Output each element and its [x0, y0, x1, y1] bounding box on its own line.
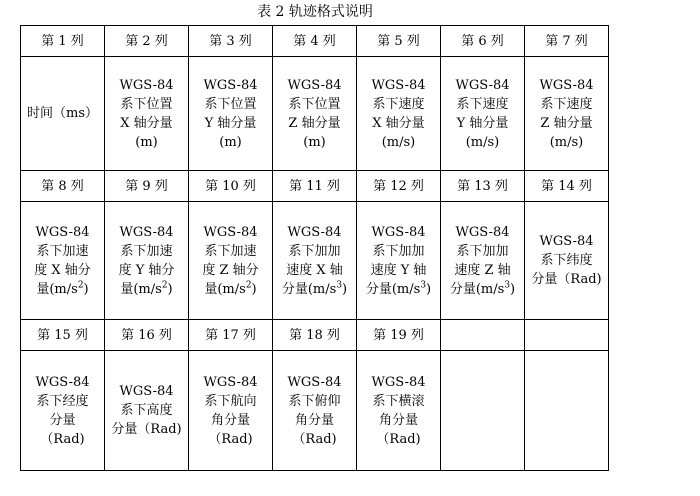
table-cell: WGS-84 系下加速 度 Y 轴分 量$(m/s^2)$ [105, 202, 189, 320]
table-cell: WGS-84 系下高度 分量（Rad) [105, 351, 189, 471]
column-header: 第 3 列 [189, 26, 273, 57]
column-header: 第 12 列 [357, 171, 441, 202]
empty-cell [525, 351, 609, 471]
column-header: 第 7 列 [525, 26, 609, 57]
column-header: 第 9 列 [105, 171, 189, 202]
table-cell: WGS-84 系下航向 角分量 （Rad) [189, 351, 273, 471]
column-header: 第 17 列 [189, 320, 273, 351]
table-cell: WGS-84 系下加速 度 Z 轴分 量$(m/s^2)$ [189, 202, 273, 320]
table-cell: WGS-84 系下加加 速度 X 轴 分量$(m/s^3)$ [273, 202, 357, 320]
table-row-header-3 [21, 320, 609, 351]
empty-cell [525, 320, 609, 351]
table-cell: WGS-84 系下加加 速度 Z 轴 分量$(m/s^3)$ [441, 202, 525, 320]
table-row-desc-3 [21, 351, 609, 471]
table-row-header-1 [21, 26, 609, 57]
table-cell: WGS-84 系下经度 分量 （Rad) [21, 351, 105, 471]
column-header: 第 14 列 [525, 171, 609, 202]
column-header: 第 8 列 [21, 171, 105, 202]
column-header: 第 18 列 [273, 320, 357, 351]
table-row-desc-1 [21, 57, 609, 171]
column-header: 第 4 列 [273, 26, 357, 57]
table-cell: WGS-84 系下加加 速度 Y 轴 分量$(m/s^3)$ [357, 202, 441, 320]
column-header: 第 11 列 [273, 171, 357, 202]
column-header: 第 15 列 [21, 320, 105, 351]
table-cell: WGS-84 系下横滚 角分量 （Rad) [357, 351, 441, 471]
table-cell: WGS-84 系下位置 Z 轴分量 (m) [273, 57, 357, 171]
table-row-header-2 [21, 171, 609, 202]
table-cell: WGS-84 系下速度 Y 轴分量 (m/s) [441, 57, 525, 171]
empty-cell [441, 320, 525, 351]
column-header: 第 6 列 [441, 26, 525, 57]
table-cell: WGS-84 系下俯仰 角分量 （Rad) [273, 351, 357, 471]
table-row-desc-2 [21, 202, 609, 320]
column-header: 第 1 列 [21, 26, 105, 57]
table-cell: WGS-84 系下纬度 分量（Rad) [525, 202, 609, 320]
table-cell: WGS-84 系下速度 X 轴分量 (m/s) [357, 57, 441, 171]
table-cell: WGS-84 系下位置 Y 轴分量 (m) [189, 57, 273, 171]
column-header: 第 10 列 [189, 171, 273, 202]
column-header: 第 13 列 [441, 171, 525, 202]
column-header: 第 19 列 [357, 320, 441, 351]
table-caption: 表 2 轨迹格式说明 [257, 4, 373, 20]
column-header: 第 16 列 [105, 320, 189, 351]
table-cell: WGS-84 系下位置 X 轴分量 (m) [105, 57, 189, 171]
table-cell: WGS-84 系下加速 度 X 轴分 量$(m/s^2)$ [21, 202, 105, 320]
table-cell: WGS-84 系下速度 Z 轴分量 (m/s) [525, 57, 609, 171]
column-header: 第 2 列 [105, 26, 189, 57]
table-cell: 时间（ms） [21, 57, 105, 171]
trajectory-format-table [20, 25, 609, 471]
empty-cell [441, 351, 525, 471]
column-header: 第 5 列 [357, 26, 441, 57]
